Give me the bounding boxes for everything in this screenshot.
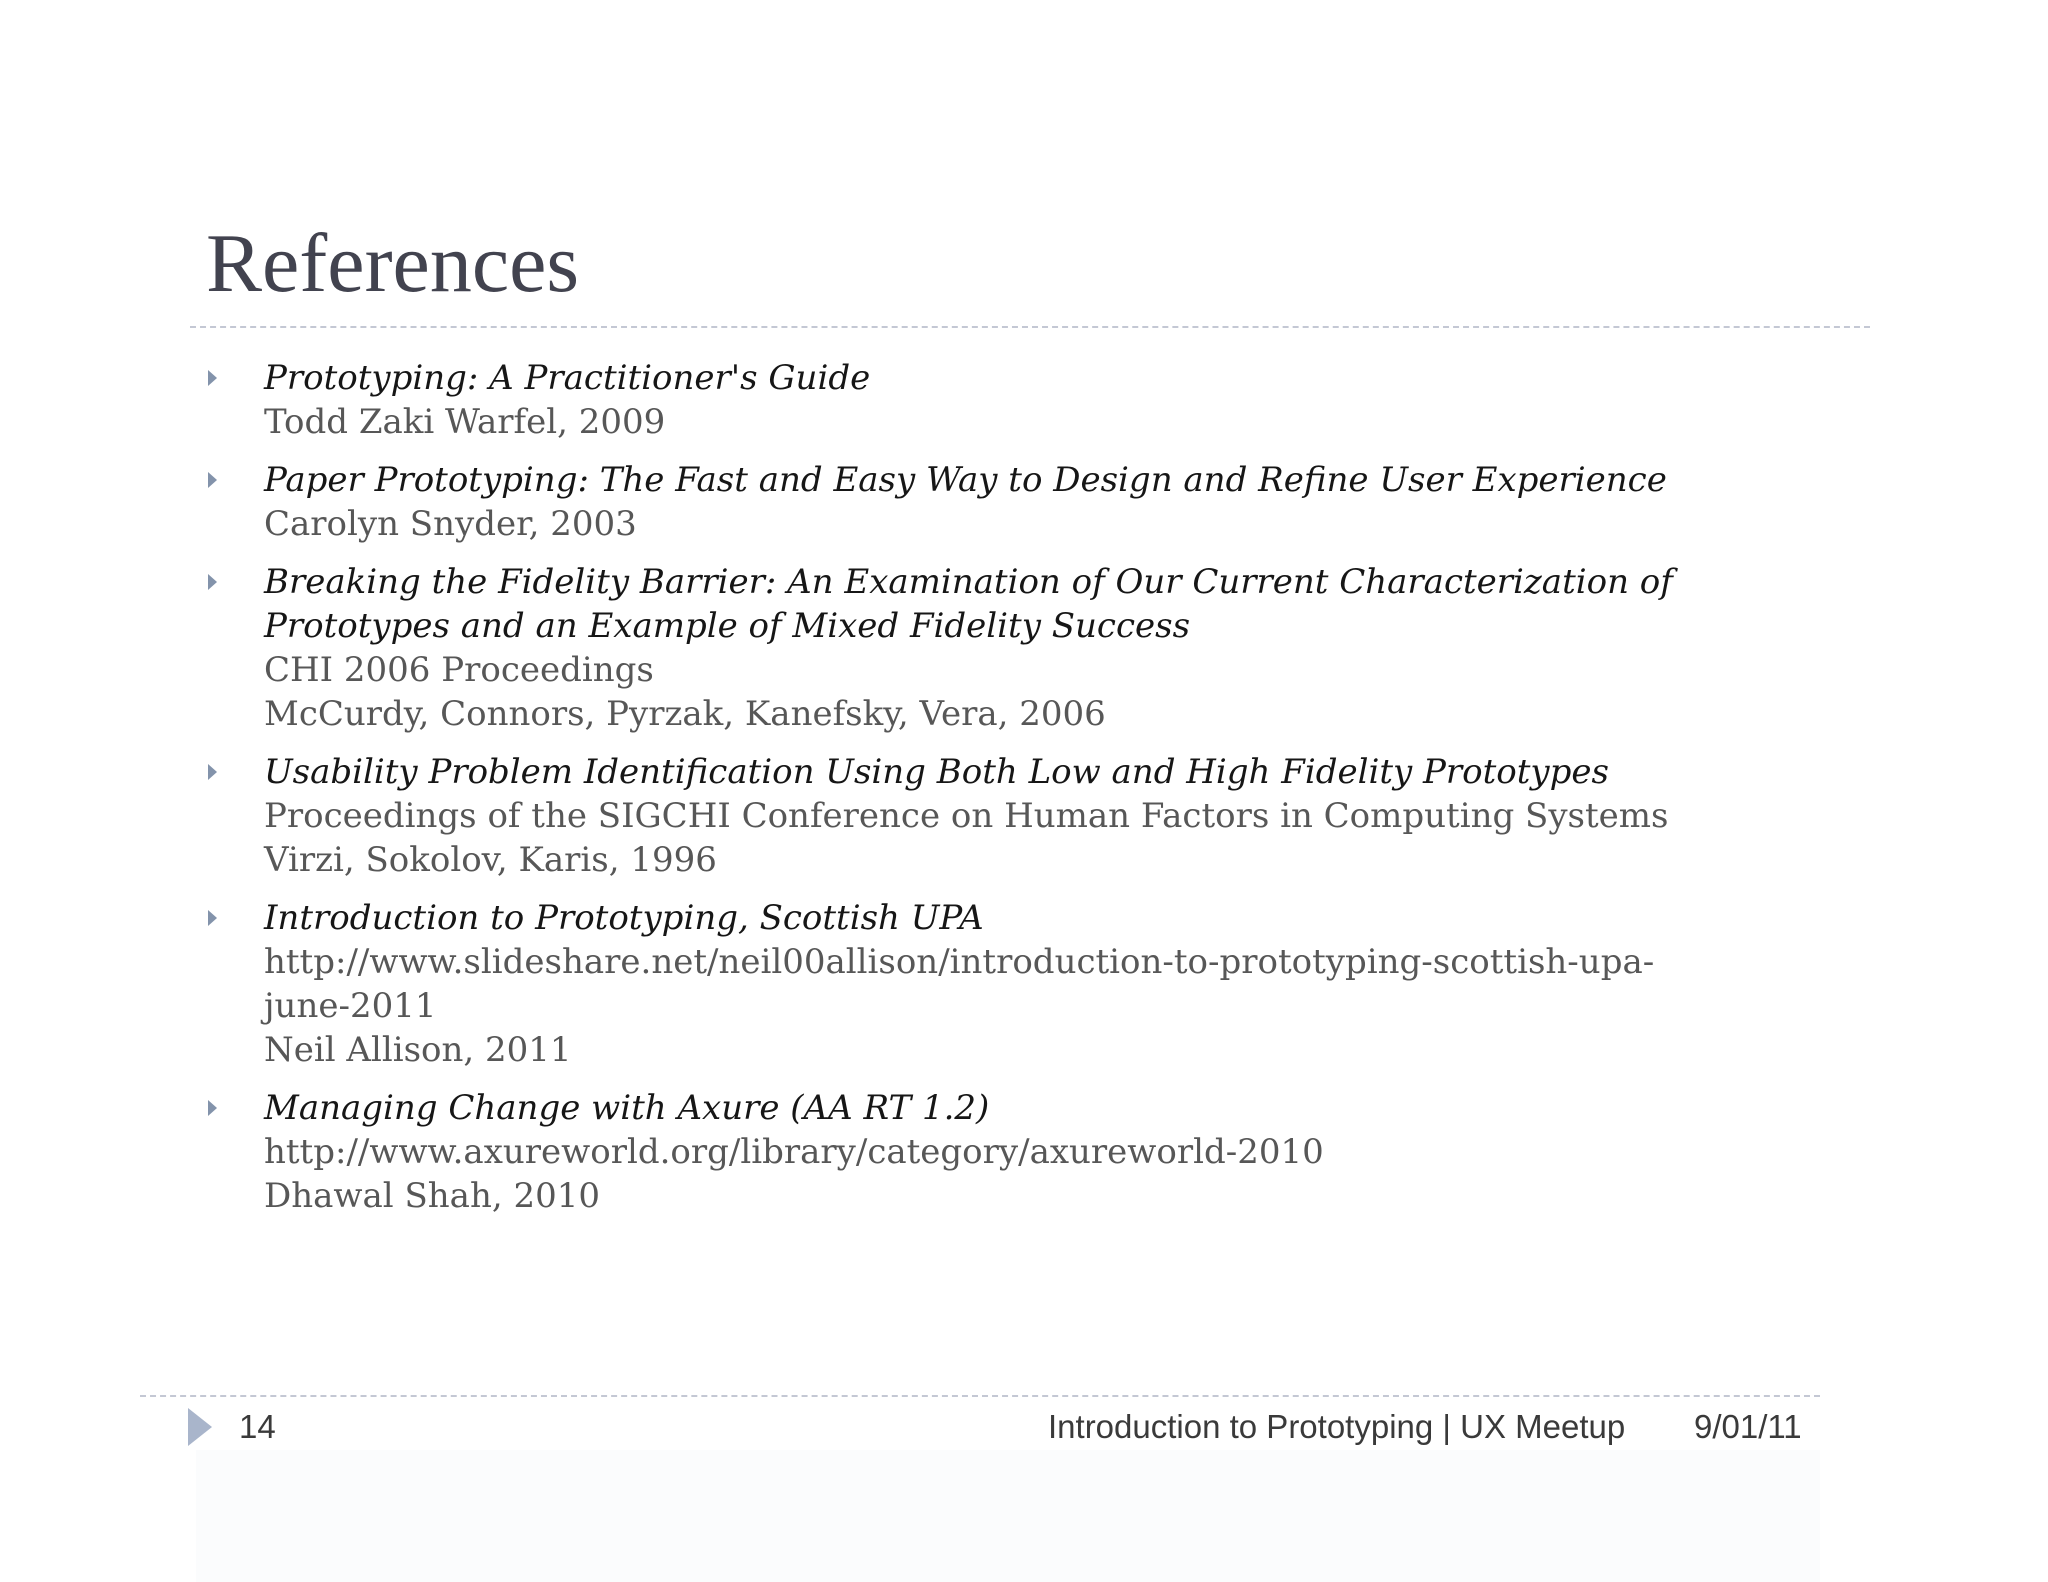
- footer-date: 9/01/11: [1694, 1408, 1802, 1445]
- reference-author: Dhawal Shah, 2010: [264, 1176, 600, 1216]
- page-number: 14: [239, 1408, 276, 1445]
- reference-item: [206, 750, 1766, 882]
- reference-url-continued: june-2011: [264, 986, 437, 1026]
- reference-item: [206, 458, 1766, 546]
- bullet-arrow-icon: [208, 574, 217, 590]
- bullet-arrow-icon: [208, 910, 217, 926]
- reference-item: [206, 896, 1766, 1072]
- bullet-arrow-icon: [208, 1100, 217, 1116]
- bullet-arrow-icon: [208, 370, 217, 386]
- slide-title: References: [206, 217, 580, 310]
- reference-title-continued: Prototypes and an Example of Mixed Fidelity Success: [264, 606, 1191, 646]
- reference-title: Usability Problem Identification Using Both Low and High Fidelity Prototypes: [264, 752, 1609, 792]
- bullet-arrow-icon: [208, 764, 217, 780]
- reference-title: Managing Change with Axure (AA RT 1.2): [264, 1088, 990, 1128]
- reference-item: [206, 560, 1766, 736]
- reference-item: [206, 1086, 1766, 1218]
- footer-divider: [140, 1395, 1820, 1397]
- reference-source: Proceedings of the SIGCHI Conference on Human Factors in Computing Systems: [264, 796, 1669, 836]
- reference-author: McCurdy, Connors, Pyrzak, Kanefsky, Vera, 2006: [264, 694, 1106, 734]
- reference-source: CHI 2006 Proceedings: [264, 650, 654, 690]
- footer-arrow-icon: [188, 1408, 212, 1446]
- reference-url: http://www.slideshare.net/neil00allison/introduction-to-prototyping-scottish-upa-: [264, 942, 1655, 982]
- title-divider: [190, 326, 1870, 328]
- footer-panel: [196, 1450, 1820, 1582]
- reference-author: Carolyn Snyder, 2003: [264, 504, 637, 544]
- reference-title: Paper Prototyping: The Fast and Easy Way to Design and Refine User Experience: [264, 460, 1667, 500]
- reference-item: [206, 356, 1766, 444]
- reference-title: Introduction to Prototyping, Scottish UPA: [264, 898, 984, 938]
- reference-title: Breaking the Fidelity Barrier: An Examination of Our Current Characterization of: [264, 562, 1673, 602]
- bullet-arrow-icon: [208, 472, 217, 488]
- reference-list: [206, 356, 1766, 1232]
- reference-url: http://www.axureworld.org/library/category/axureworld-2010: [264, 1132, 1324, 1172]
- reference-title: Prototyping: A Practitioner's Guide: [264, 358, 871, 398]
- footer-presentation-title: Introduction to Prototyping | UX Meetup: [1048, 1408, 1626, 1445]
- reference-author: Neil Allison, 2011: [264, 1030, 572, 1070]
- reference-author: Virzi, Sokolov, Karis, 1996: [264, 840, 717, 880]
- reference-author: Todd Zaki Warfel, 2009: [264, 402, 666, 442]
